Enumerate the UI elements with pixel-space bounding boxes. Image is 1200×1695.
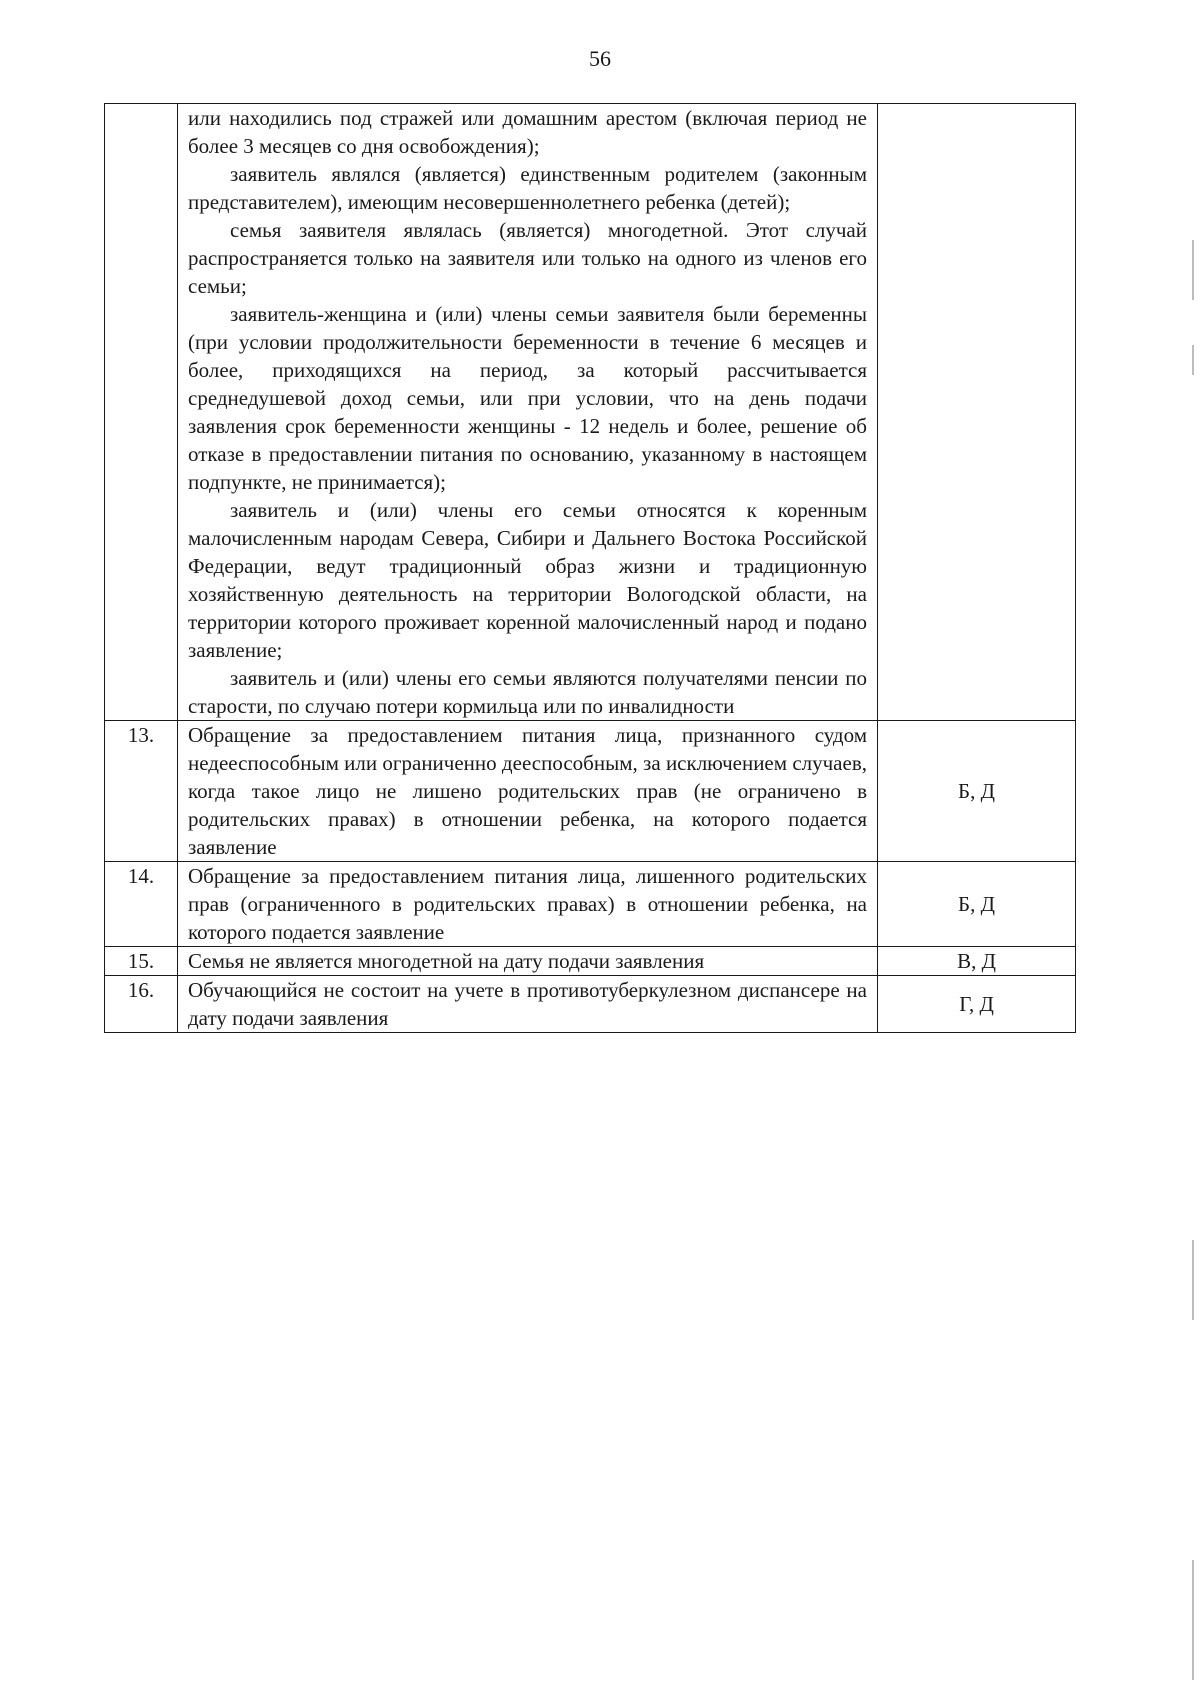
row-number: 14. (105, 862, 178, 947)
row-code: Б, Д (878, 862, 1076, 947)
row-number: 16. (105, 976, 178, 1033)
paragraph: заявитель и (или) члены его семьи являются получателями пенсии по старости, по случаю потери кормильца или по инвалидности (188, 666, 867, 718)
criteria-table (104, 103, 1076, 1033)
table-row (105, 721, 1076, 862)
row-text: Семья не является многодетной на дату подачи заявления (188, 949, 705, 973)
table-row (105, 976, 1076, 1033)
row-text-cell (178, 862, 878, 947)
table-row (105, 947, 1076, 976)
paragraph: заявитель являлся (является) единственным родителем (законным представителем), имеющим несовершеннолетнего ребенка (детей); (188, 162, 867, 214)
row-code: Б, Д (878, 721, 1076, 862)
page-number: 56 (589, 46, 611, 71)
paragraph: семья заявителя являлась (является) многодетной. Этот случай распространяется только на заявителя или только на одного из членов его семьи; (188, 218, 867, 298)
row-text: Обучающийся не состоит на учете в противотуберкулезном диспансере на дату подачи заявления (188, 978, 867, 1030)
paragraph: заявитель и (или) члены его семьи относятся к коренным малочисленным народам Севера, Сибири и Дальнего Востока Российской Федерации, ведут традиционный образ жизни и традиционную хозяйственную деятельность на территории Вологодской области, на территории которого проживает коренной малочисленный народ и подано заявление; (188, 498, 867, 662)
table-row (105, 862, 1076, 947)
scan-edge-mark (1192, 1240, 1194, 1320)
row-text-cell (178, 104, 878, 721)
row-number: 13. (105, 721, 178, 862)
row-code: В, Д (878, 947, 1076, 976)
paragraph: заявитель-женщина и (или) члены семьи заявителя были беременны (при условии продолжительности беременности в течение 6 месяцев и более, приходящихся на период, за который рассчитывается среднедушевой доход семьи, или при условии, что на день подачи заявления срок беременности женщины - 12 недель и более, решение об отказе в предоставлении питания по основанию, указанному в настоящем подпункте, не принимается); (188, 302, 867, 494)
row-code-cell (878, 104, 1076, 721)
paragraph: или находились под стражей или домашним арестом (включая период не более 3 месяцев со дня освобождения); (188, 106, 867, 158)
row-text: Обращение за предоставлением питания лица, признанного судом недееспособным или ограниченно дееспособным, за исключением случаев, когда такое лицо не лишено родительских прав (не ограничено в родительских правах) в отношении ребенка, на которого подается заявление (188, 723, 867, 859)
row-number-cell (105, 104, 178, 721)
row-number: 15. (105, 947, 178, 976)
row-text: Обращение за предоставлением питания лица, лишенного родительских прав (ограниченного в родительских правах) в отношении ребенка, на которого подается заявление (188, 864, 867, 944)
scan-edge-mark (1192, 240, 1194, 300)
row-code: Г, Д (878, 976, 1076, 1033)
row-text-cell (178, 976, 878, 1033)
scan-edge-mark (1192, 1560, 1194, 1680)
table-row-continuation (105, 104, 1076, 721)
scan-edge-mark (1192, 345, 1194, 375)
row-text-cell (178, 947, 878, 976)
row-text-cell (178, 721, 878, 862)
